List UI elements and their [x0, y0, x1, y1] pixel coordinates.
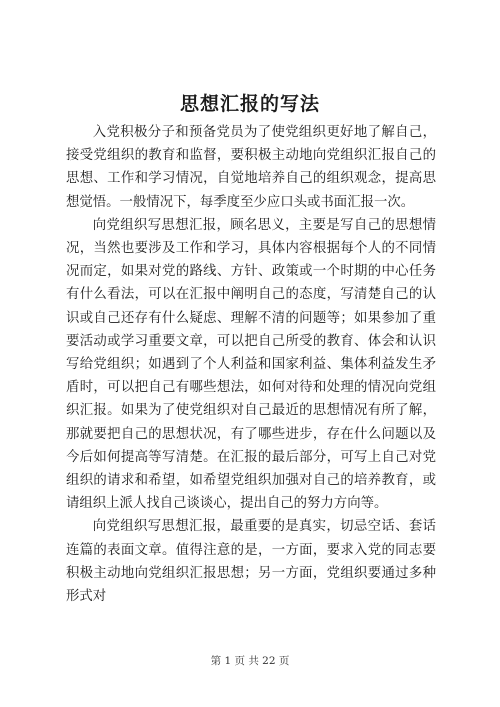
- paragraph-truthfulness: 向党组织写思想汇报，最重要的是真实，切忌空话、套话连篇的表面文章。值得注意的是，一方面，要求入党的同志要积极主动地向党组织汇报思想；另一方面，党组织要通过多种形式对: [66, 519, 436, 605]
- document-title: 思想汇报的写法: [179, 93, 320, 115]
- page-number-footer: 第 1 页 共 22 页: [210, 655, 290, 667]
- paragraph-content: 向党组织写思想汇报，顾名思义，主要是写自己的思想情况，当然也要涉及工作和学习，具体内容根据每个人的不同情况而定，如果对党的路线、方针、政策或一个时期的中心任务有什么看法，可以在汇报中阐明自己的态度，写清楚自己的认识或自己还存有什么疑虑、理解不清的问题等；如果参加了重要活动或学习重要文章，可以把自己所受的教育、体会和认识写给党组织；如遇到了个人利益和国家利益、集体利益发生矛盾时，可以把自己有哪些想法，如何对待和处理的情况向党组织汇报。如果为了使党组织对自己最近的思想情况有所了解，那就要把自己的思想状况，有了哪些进步，存在什么问题以及今后如何提高等写清楚。在汇报的最后部分，可写上自己对党组织的请求和希望，如希望党组织加强对自己的培养教育，或请组织上派人找自己谈谈心，提出自己的努力方向等。: [66, 217, 436, 512]
- paragraph-intro: 入党积极分子和预备党员为了使党组织更好地了解自己，接受党组织的教育和监督，要积极主动地向党组织汇报自己的思想、工作和学习情况，自觉地培养自己的组织观念，提高思想觉悟。一般情况下，每季度至少应口头或书面汇报一次。: [66, 125, 436, 210]
- document-body: [66, 121, 436, 608]
